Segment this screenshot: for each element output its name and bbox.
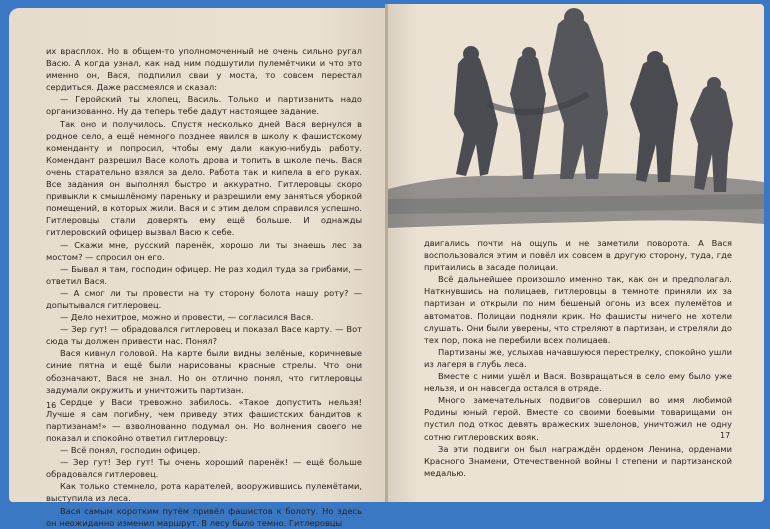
- paragraph: За эти подвиги он был награждён орденом Ленина, орденами Красного Знамени, Отечественной войны I степени и партизанской медалью.: [424, 443, 732, 478]
- paragraph: Вася кивнул головой. На карте были видны зелёные, коричневые синие пятна и ещё были нарисованы красные стрелы. Что они обозначают, Вася не знал. Но он отлично понял, что гитлеровцы задумали окружить и уничтожить партизан.: [46, 348, 362, 395]
- page-number: 16: [46, 401, 57, 410]
- page-number: 17: [720, 431, 731, 440]
- paragraph: Вася самым коротким путём привёл фашистов к болоту. Но здесь он неожиданно изменил маршрут. В лесу было темно. Гитлеровцы: [46, 505, 362, 528]
- paragraph: Всё дальнейшее произошло именно так, как он и предполагал. Наткнувшись на полицаев, гитлеровцы в темноте приняли их за партизан и открыли по ним бешеный огонь из всех пулемётов и автоматов. Полицаи подняли крик. Но фашисты ничего не хотели слушать. Они были уверены, что стреляют в партизан, и стреляли до тех пор, пока не перебили всех полицаев.: [424, 274, 732, 345]
- partisans-walking-illustration: [388, 4, 764, 228]
- paragraph: Партизаны же, услыхав начавшуюся перестрелку, спокойно ушли из лагеря в глубь леса.: [424, 346, 732, 369]
- paragraph: двигались почти на ощупь и не заметили поворота. А Вася воспользовался этим и повёл их совсем в другую сторону, туда, где притаились в засаде полицаи.: [424, 238, 732, 273]
- right-page-text: [424, 237, 732, 479]
- left-page: [9, 8, 387, 528]
- paragraph: — Зер гут! — обрадовался гитлеровец и показал Васе карту. — Вот сюда ты должен привести нас. Понял?: [46, 324, 362, 347]
- paragraph: — Зер гут! Зер гут! Ты очень хороший паренёк! — ещё больше обрадовался гитлеровец.: [46, 457, 362, 480]
- paragraph: Много замечательных подвигов совершил во имя любимой Родины юный герой. Вместе со своими боевыми товарищами он пустил под откос девять вражеских эшелонов, уничтожил не одну сотню гитлеровских вояк.: [424, 395, 732, 442]
- paragraph: — А смог ли ты провести на ту сторону болота нашу роту? — допытывался гитлеровец.: [46, 287, 362, 310]
- paragraph: — Скажи мне, русский паренёк, хорошо ли ты знаешь лес за мостом? — спросил он его.: [46, 239, 362, 262]
- paragraph: Сердце у Васи тревожно забилось. «Такое допустить нельзя! Лучше я сам погибну, чем приведу этих фашистских бандитов к партизанам!» — взволнованно подумал он. Но волнения своего не показал и спокойно ответил гитлеровцу:: [46, 396, 362, 443]
- right-page: [388, 4, 764, 502]
- paragraph: — Дело нехитрое, можно и провести, — согласился Вася.: [60, 312, 314, 323]
- left-page-text: [46, 45, 362, 529]
- paragraph: — Геройский ты хлопец, Василь. Только и партизанить надо организованно. Ну да теперь тебе дадут настоящее задание.: [46, 94, 362, 117]
- paragraph: их врасплох. Но в общем-то уполномоченный не очень сильно ругал Васю. А когда узнал, как над ним подшутили пулемётчики и что это именно он, Вася, подпилил сваи у моста, то совсем перестал сердиться. Даже рассмеялся и сказал:: [46, 46, 362, 93]
- paragraph: Вместе с ними ушёл и Вася. Возвращаться в село ему было уже нельзя, и он навсегда остался в отряде.: [424, 371, 732, 394]
- paragraph: Как только стемнело, рота карателей, вооружившись пулемётами, выступила из леса.: [46, 481, 362, 504]
- paragraph: Так оно и получилось. Спустя несколько дней Вася вернулся в родное село, а ещё немного позднее явился в школу к фашистскому коменданту и попросил, чтобы ему дали какую-нибудь работу. Комендант разрешил Васе колоть дрова и топить в школе печь. Вася очень старательно взялся за дело. Работа так и кипела в его руках. Все задания он выполнял быстро и аккуратно. Гитлеровцы скоро привыкли к смышлёному пареньку и разрешили ему заняться уборкой помещений, в которых жили. Вася и с этим делом справился успешно. Гитлеровцы стали доверять ему ещё больше. И однажды гитлеровский офицер вызвал Васю к себе.: [46, 118, 362, 238]
- paragraph: — Бывал я там, господин офицер. Не раз ходил туда за грибами, — ответил Вася.: [46, 263, 362, 286]
- paragraph: — Всё понял, господин офицер.: [60, 445, 201, 456]
